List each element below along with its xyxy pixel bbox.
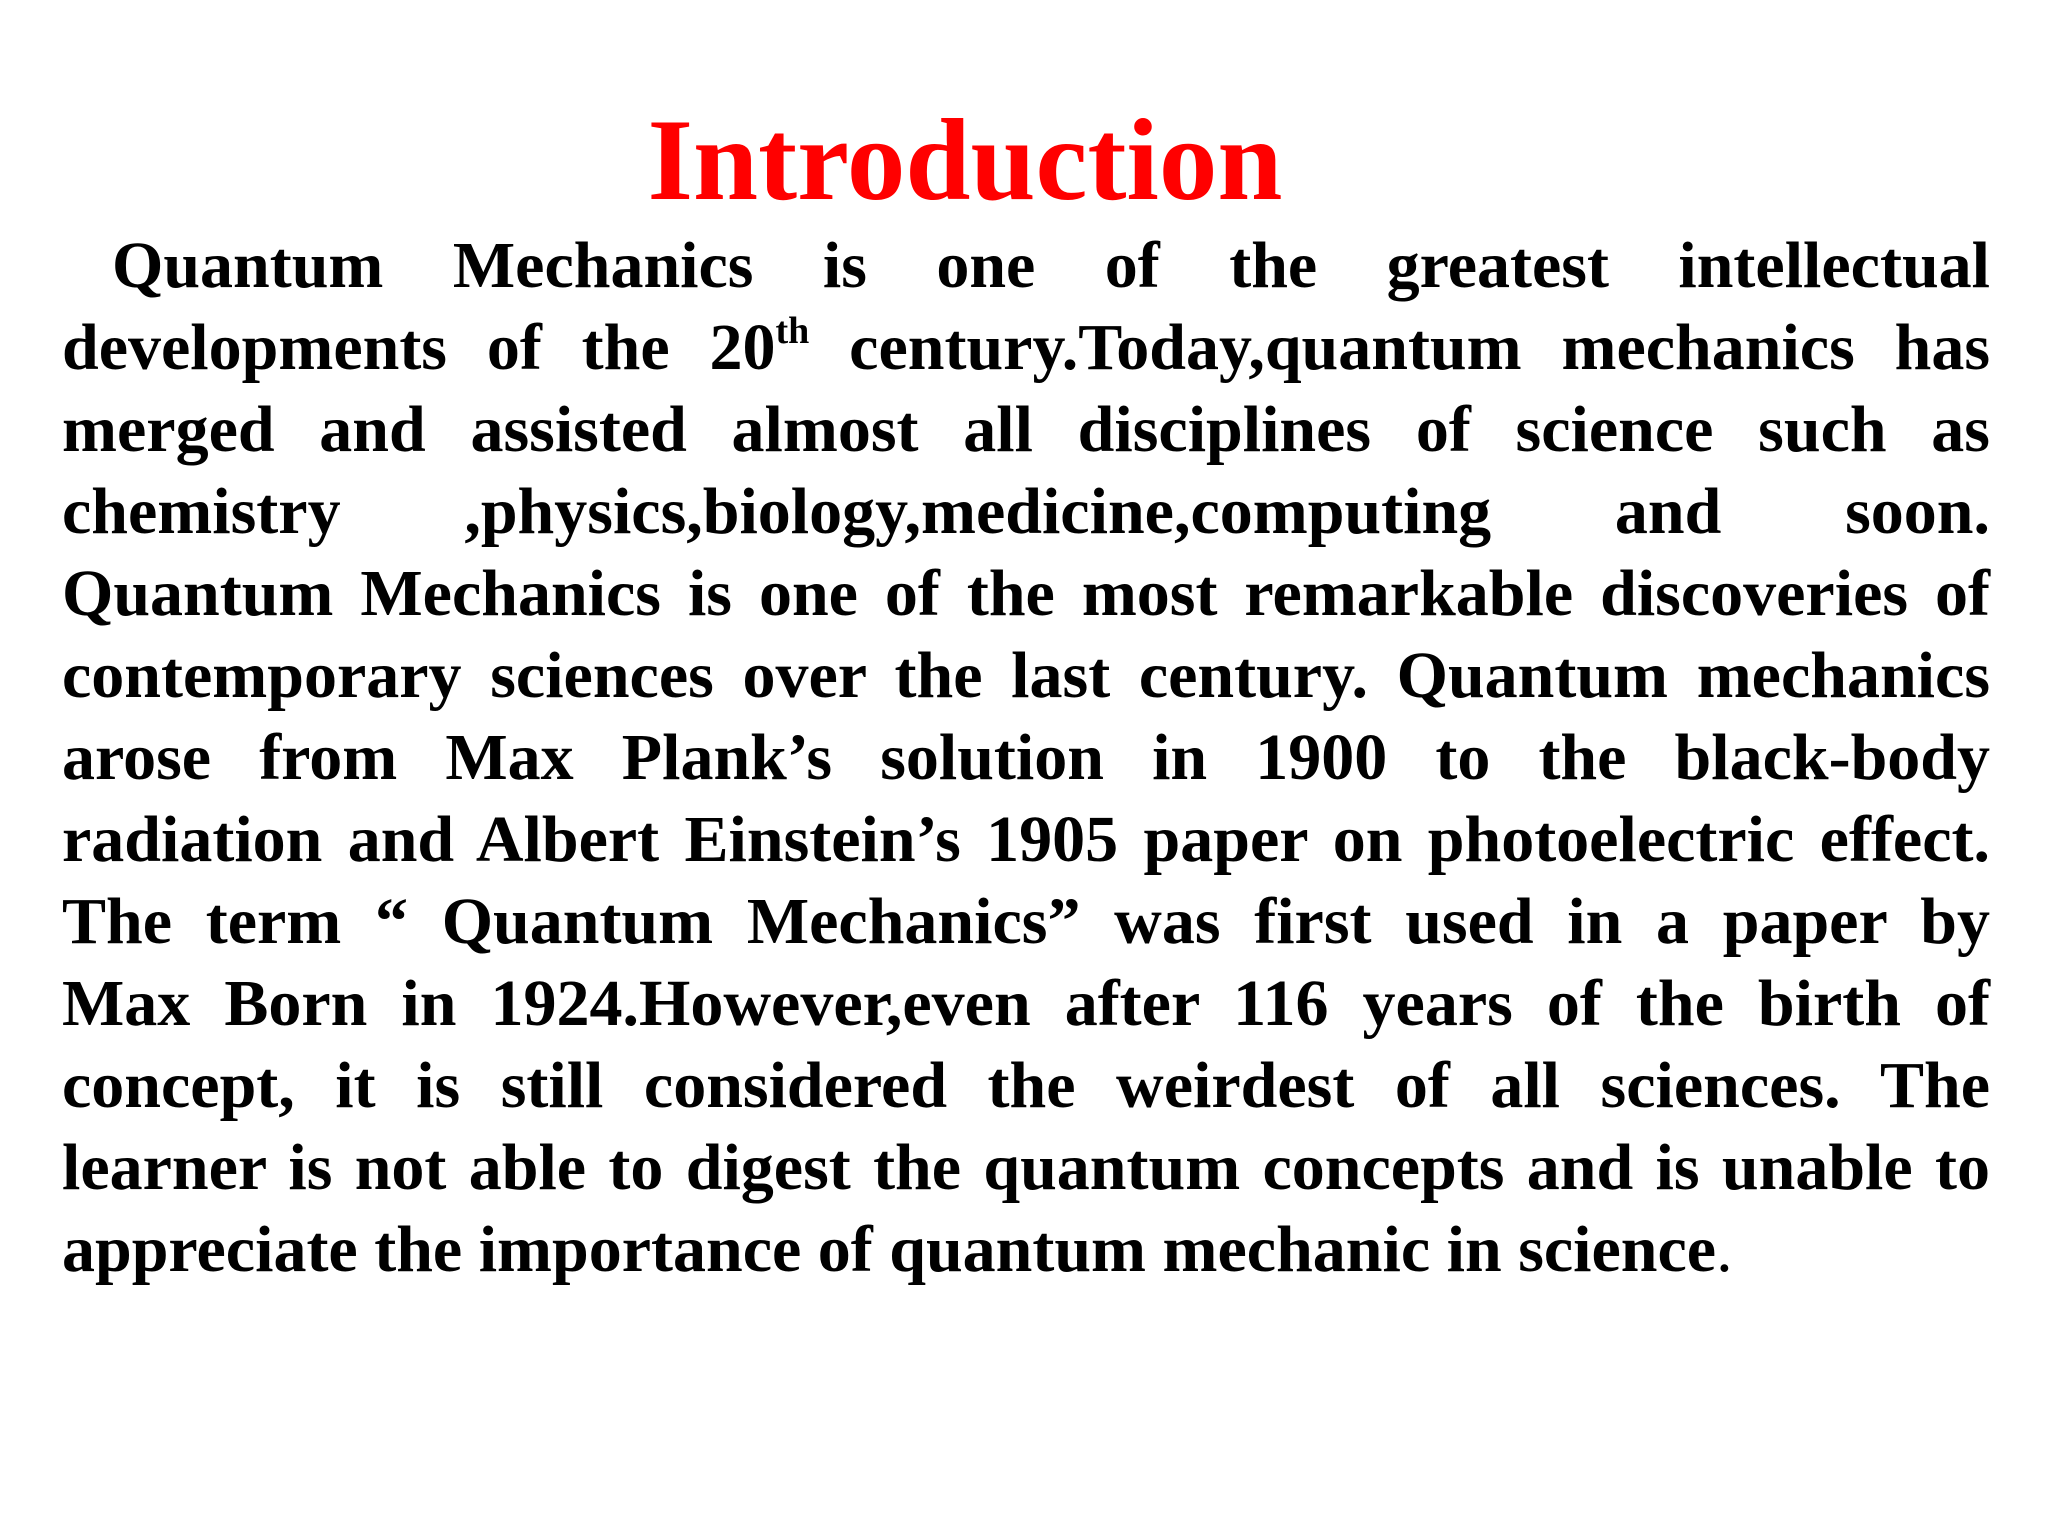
introduction-paragraph xyxy=(62,225,1990,1291)
paragraph-line-1: Quantum Mechanics is one of the greatest intellectual xyxy=(112,229,1990,302)
paragraph-line-3: merged and assisted almost all disciplines of science such as xyxy=(62,393,1990,466)
paragraph-line-13 xyxy=(62,1209,1990,1291)
paragraph-line-7: arose from Max Plank’s solution in 1900 to the black-body xyxy=(62,721,1990,794)
paragraph-line-11: concept, it is still considered the weirdest of all sciences. The xyxy=(62,1049,1990,1122)
paragraph-line-6: contemporary sciences over the last century. Quantum mechanics xyxy=(62,639,1990,712)
paragraph-line-5: Quantum Mechanics is one of the most remarkable discoveries of xyxy=(62,557,1990,630)
paragraph-line-9: The term “ Quantum Mechanics” was first used in a paper by xyxy=(62,885,1990,958)
paragraph-line-2 xyxy=(62,307,1990,389)
ordinal-superscript: th xyxy=(775,310,810,352)
paragraph-line-12: learner is not able to digest the quantum concepts and is unable to xyxy=(62,1131,1990,1204)
paragraph-line-2-end: century.Today,quantum mechanics has xyxy=(809,311,1991,384)
paragraph-line-13-text: appreciate the importance of quantum mechanic in science xyxy=(62,1213,1717,1286)
paragraph-line-8: radiation and Albert Einstein’s 1905 paper on photoelectric effect. xyxy=(62,803,1990,876)
paragraph-line-2-start: developments of the 20 xyxy=(62,311,776,384)
slide-title: Introduction xyxy=(647,96,1283,225)
paragraph-line-4: chemistry ,physics,biology,medicine,computing and soon. xyxy=(62,475,1990,548)
paragraph-final-period: . xyxy=(1716,1213,1733,1286)
paragraph-line-10: Max Born in 1924.However,even after 116 years of the birth of xyxy=(62,967,1990,1040)
